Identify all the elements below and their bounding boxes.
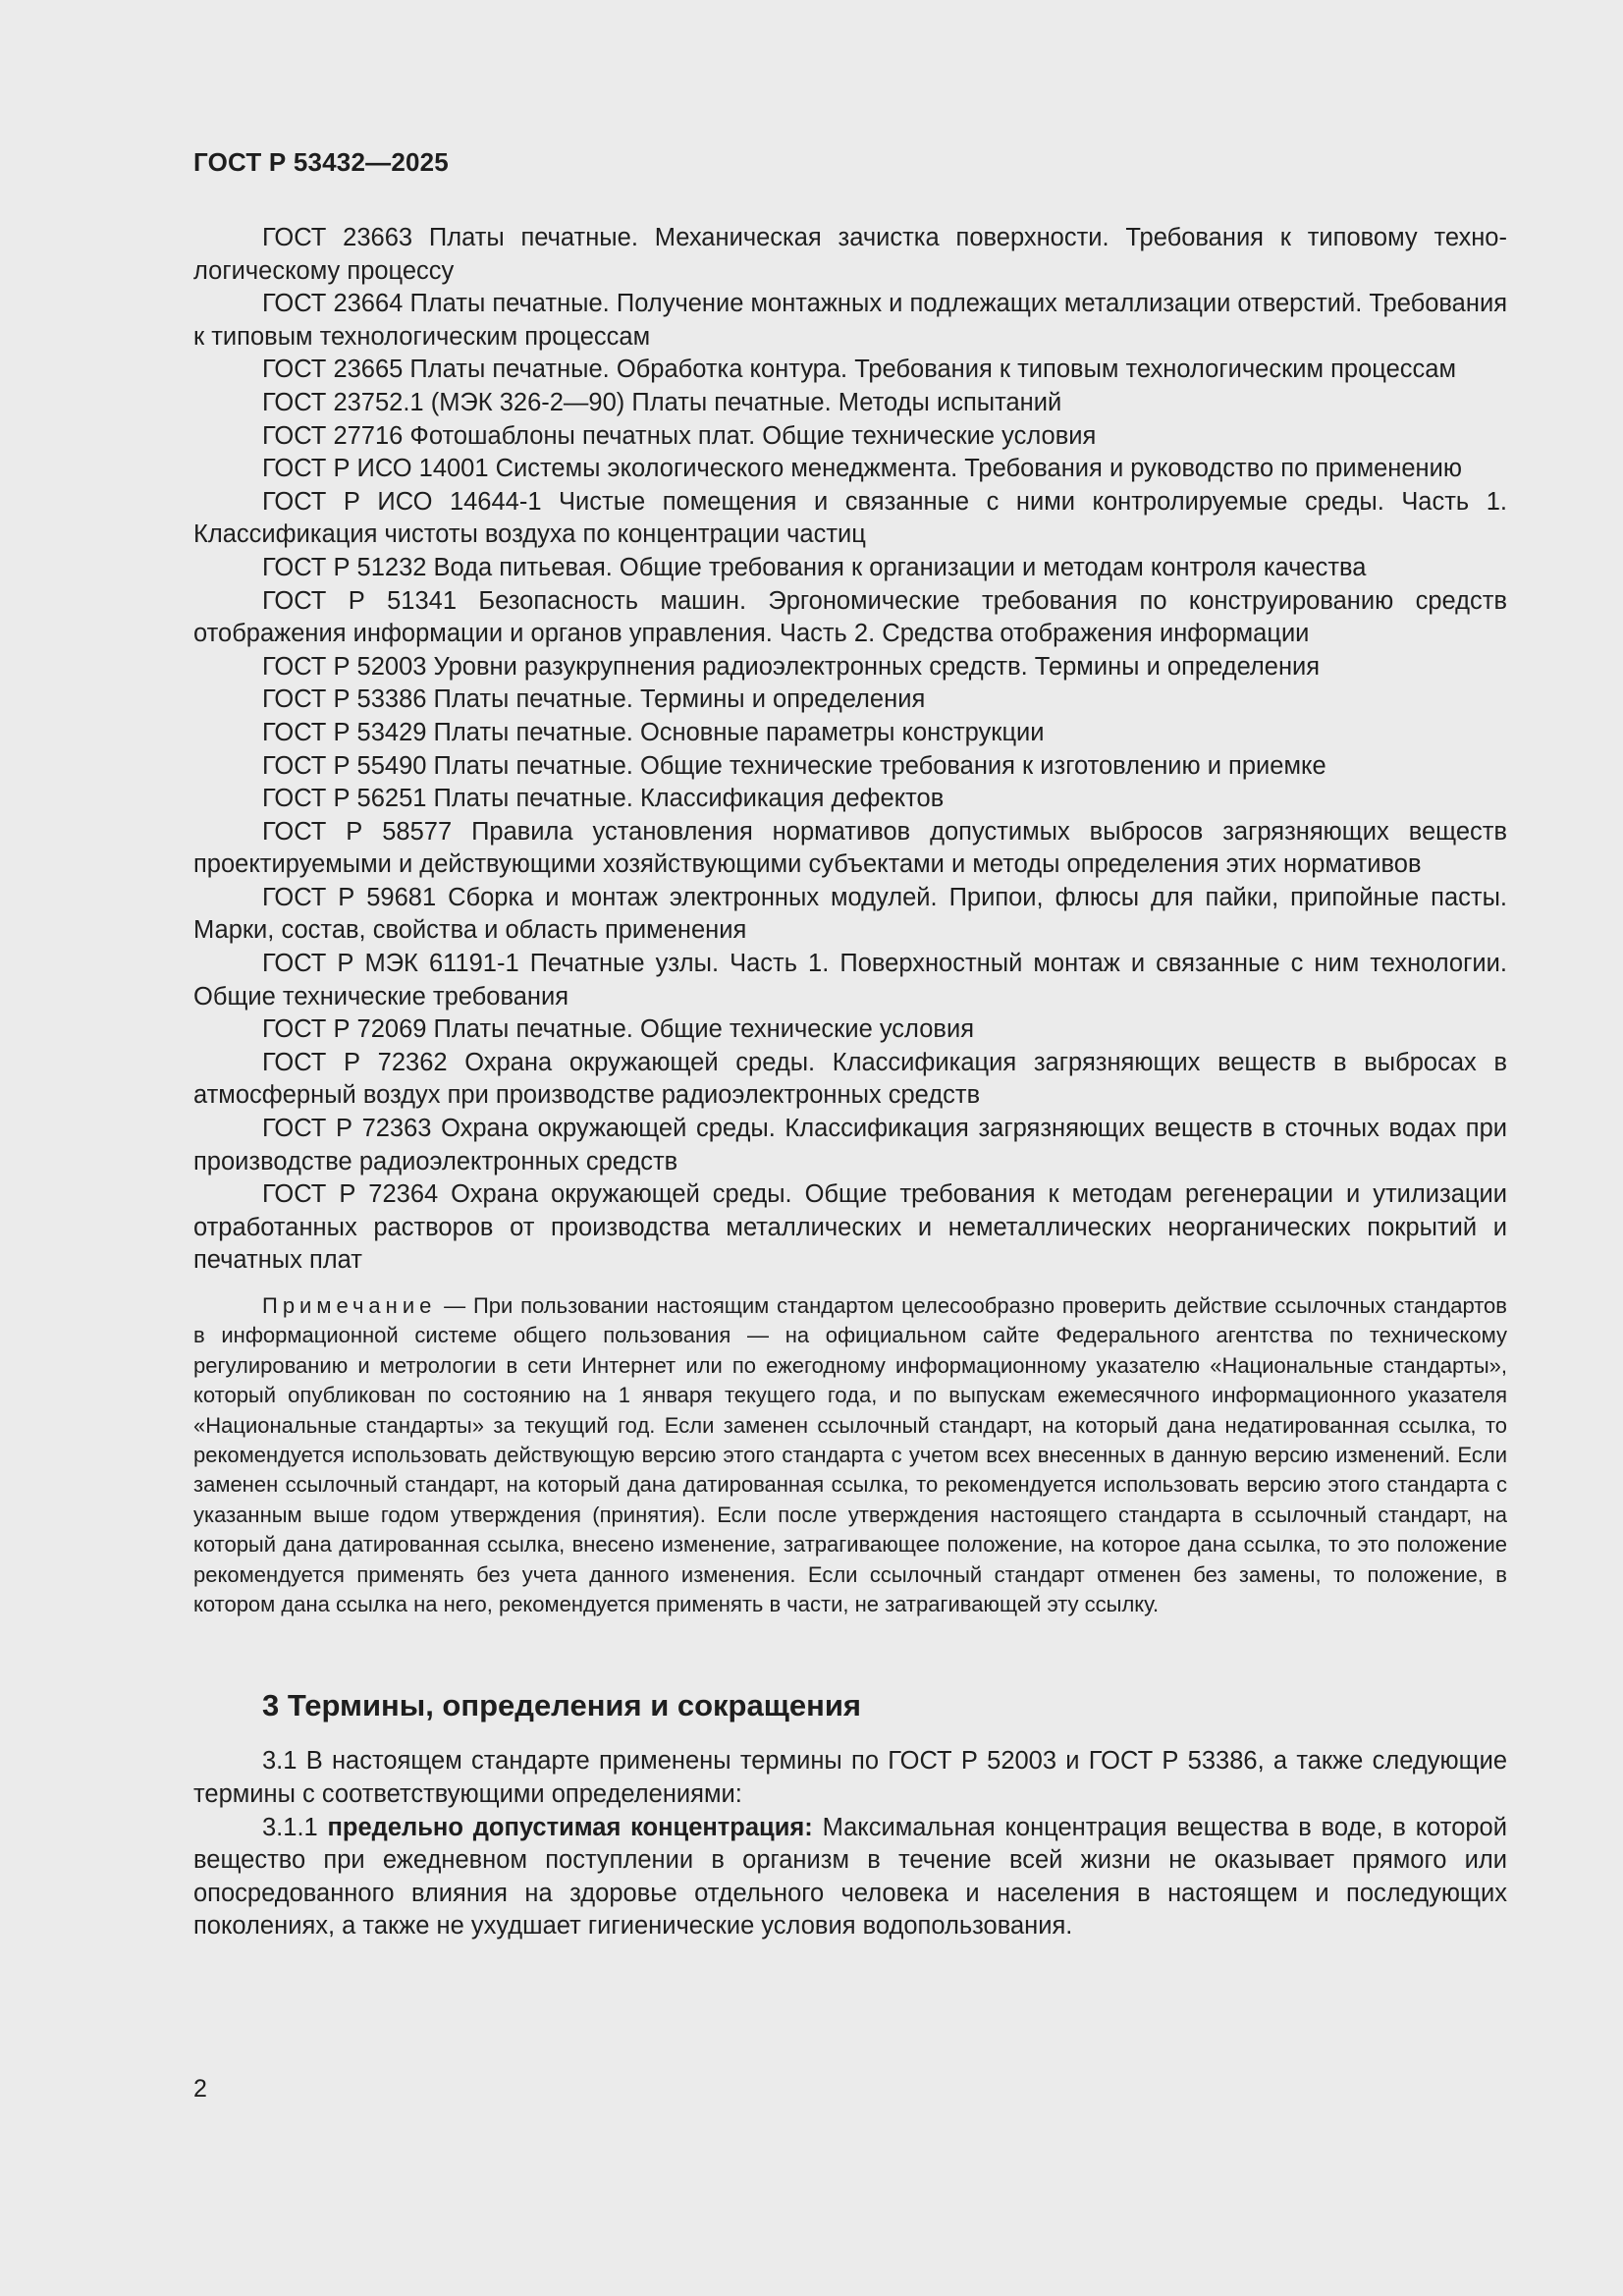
reference-item: ГОСТ Р 56251 Платы печатные. Классификация дефектов: [262, 785, 945, 813]
reference-item: ГОСТ Р МЭК 61191-1 Печатные узлы. Часть 1. Поверхностный монтаж и связанные с ним технологии. Общие технические требования: [193, 950, 1507, 1011]
reference-item: ГОСТ Р 51341 Безопасность машин. Эргономические требования по конструированию средств отображения информации и органов управления. Часть 2. Средства отображения информации: [193, 586, 1507, 648]
reference-item: ГОСТ 23663 Платы печатные. Механическая зачистка поверхности. Требования к типовому технологическому процессу: [193, 224, 1507, 285]
reference-item: ГОСТ Р ИСО 14644-1 Чистые помещения и связанные с ними контролируемые среды. Часть 1. Классификация чистоты воздуха по концентрации частиц: [193, 487, 1507, 549]
section-heading: 3 Термины, определения и сокращения: [262, 1688, 861, 1723]
note-text: При пользовании настоящим стандартом целесообразно проверить действие ссылочных стандартов в информационной системе общего пользования — на официальном сайте Федерального агентства по техническому регулированию и метрологии в сети Интернет или по ежегодному информационному указателю «Национальные стандарты», который опубликован по состоянию на 1 января текущего года, и по выпускам ежемесячного информационного указателя «Национальные стандарты» за текущий год. Если заменен ссылочный стандарт, на который дана недатированная ссылка, то рекомендуется использовать действующую версию этого стандарта с учетом всех внесенных в данную версию изменений. Если заменен ссылочный стандарт, на который дана датированная ссылка, то рекомендуется использовать версию этого стандарта с указанным выше годом утверждения (принятия). Если после утверждения настоящего стандарта в ссылочный стандарт, на который дана датированная ссылка, внесено изменение, затрагивающее положение, на которое дана ссылка, то это положение рекомендуется применять без учета данного изменения. Если ссылочный стандарт отменен без замены, то положение, в котором дана ссылка на него, рекомендуется применять в части, не затрагивающей эту ссылку.: [193, 1293, 1507, 1617]
document-header-code: ГОСТ Р 53432—2025: [193, 147, 449, 177]
term-definition: Максимальная концентрация вещества в воде, в которой вещество при ежедневном поступлении в организм в течение всей жизни не оказывает прямого или опосредованного влияния на здоровье отдельного человека и населения в настоящем и последующих поколениях, а также не ухудшает гигиенические условия водопользования.: [193, 1813, 1507, 1941]
reference-item: ГОСТ Р 55490 Платы печатные. Общие технические требования к изготовлению и приемке: [262, 751, 1326, 780]
reference-item: ГОСТ 23664 Платы печатные. Получение монтажных и подлежащих металлизации отверстий. Требования к типовым технологическим процессам: [193, 290, 1507, 351]
reference-item: ГОСТ Р 72364 Охрана окружающей среды. Общие требования к методам регенерации и утилизации отработанных растворов от производства металлических и неметаллических неорганических покрытий и печатных плат: [193, 1180, 1507, 1275]
clause-3-1: 3.1 В настоящем стандарте применены термины по ГОСТ Р 52003 и ГОСТ Р 53386, а также следующие термины с соответствующими определениями:: [193, 1747, 1507, 1809]
note-label: Примечание: [262, 1293, 437, 1318]
reference-item: ГОСТ 23752.1 (МЭК 326-2—90) Платы печатные. Методы испытаний: [262, 388, 1062, 416]
reference-item: ГОСТ Р 51232 Вода питьевая. Общие требования к организации и методам контроля качества: [262, 553, 1367, 581]
reference-item: ГОСТ Р 52003 Уровни разукрупнения радиоэлектронных средств. Термины и определения: [262, 652, 1321, 681]
reference-item: ГОСТ 23665 Платы печатные. Обработка контура. Требования к типовым технологическим процессам: [262, 355, 1457, 384]
reference-item: ГОСТ Р 53386 Платы печатные. Термины и определения: [262, 685, 926, 714]
clause-number: 3.1.1: [262, 1813, 328, 1841]
reference-item: ГОСТ Р 72363 Охрана окружающей среды. Классификация загрязняющих веществ в сточных водах при производстве радиоэлектронных средств: [193, 1115, 1507, 1175]
note-paragraph: [193, 1291, 1507, 1619]
reference-item: ГОСТ Р 58577 Правила установления нормативов допустимых выбросов загрязняющих веществ проектируемыми и действующими хозяйствующими субъектами и методы определения этих нормативов: [193, 817, 1507, 879]
clause-3-1-1: [193, 1812, 1507, 1943]
reference-item: ГОСТ Р 59681 Сборка и монтаж электронных модулей. Припои, флюсы для пайки, припойные пасты. Марки, состав, свойства и область применения: [193, 883, 1507, 945]
reference-item: ГОСТ Р 72362 Охрана окружающей среды. Классификация загрязняющих веществ в выбросах в атмосферный воздух при производстве радиоэлектронных средств: [193, 1048, 1507, 1110]
reference-item: ГОСТ Р 72069 Платы печатные. Общие технические условия: [262, 1015, 975, 1044]
reference-item: ГОСТ 27716 Фотошаблоны печатных плат. Общие технические условия: [262, 421, 1097, 450]
page-content: [193, 222, 1507, 1943]
reference-item: ГОСТ Р ИСО 14001 Системы экологического менеджмента. Требования и руководство по применению: [262, 455, 1462, 483]
term-name: предельно допустимая концентрация:: [327, 1813, 813, 1841]
page-number: 2: [193, 2075, 207, 2103]
note-dash: —: [436, 1293, 473, 1318]
normative-references-list: [193, 222, 1507, 1278]
reference-item: ГОСТ Р 53429 Платы печатные. Основные параметры конструкции: [262, 718, 1045, 746]
